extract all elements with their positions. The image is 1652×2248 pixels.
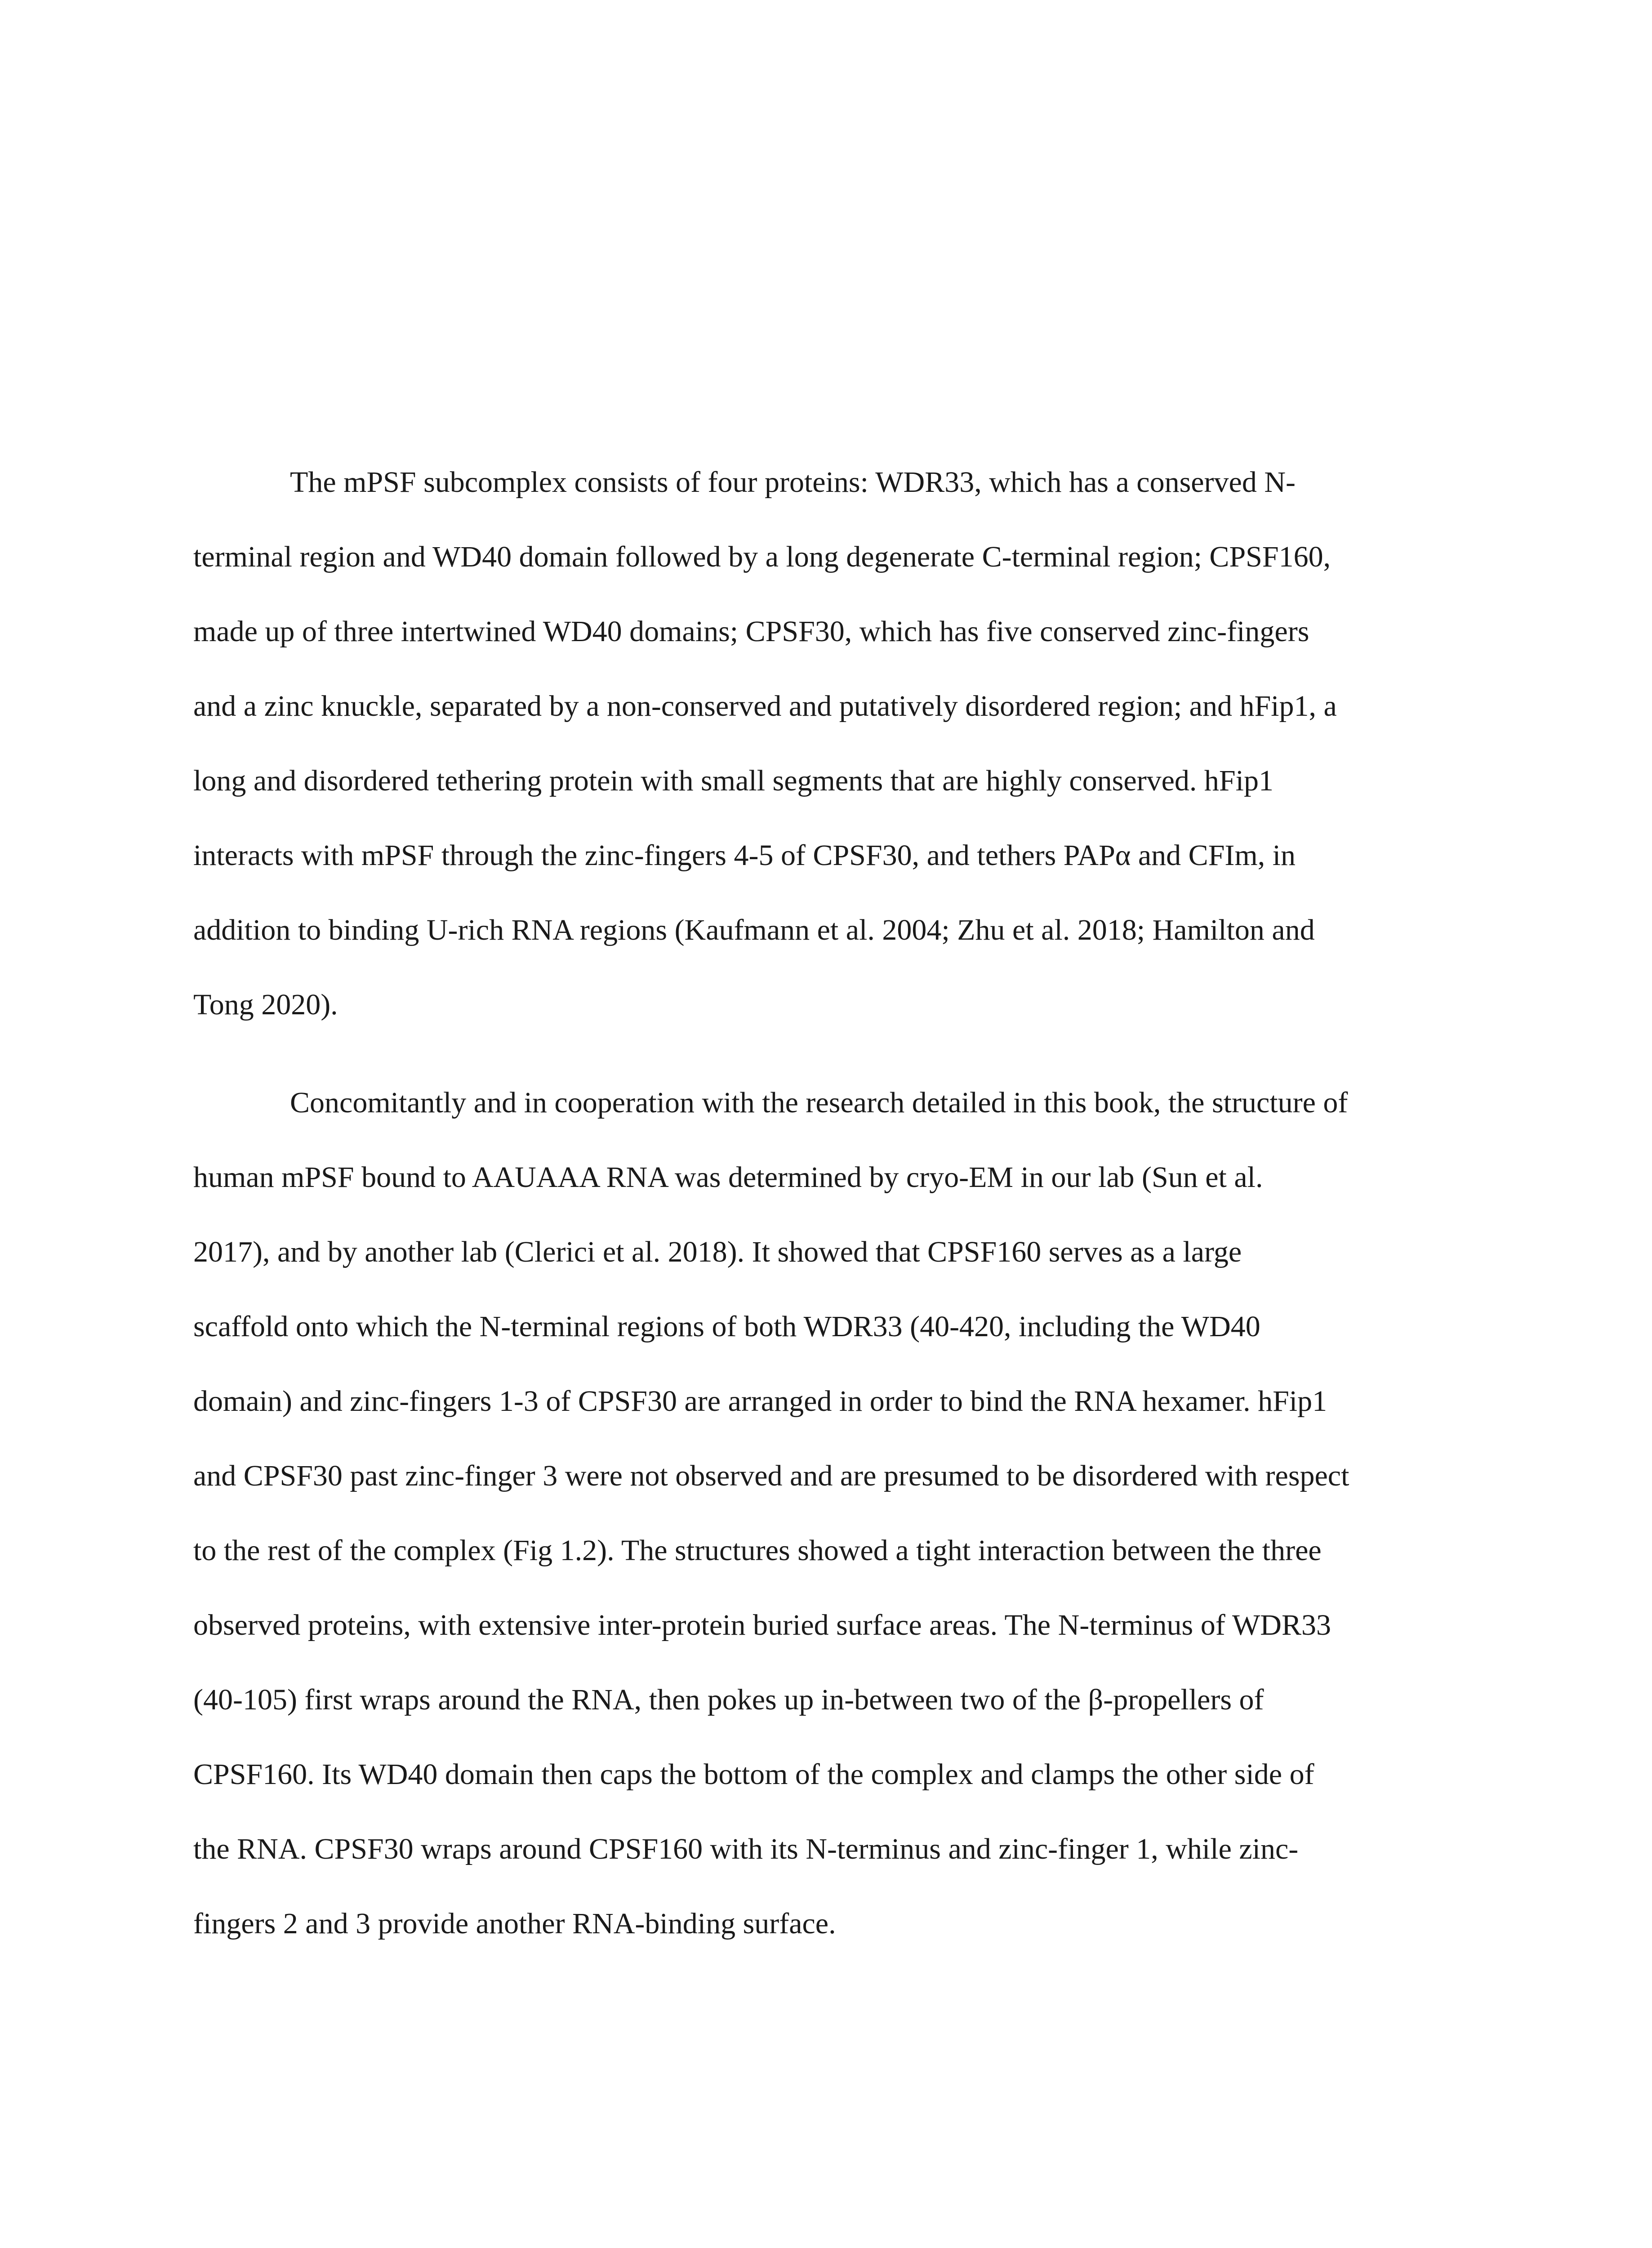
- text-line: long and disordered tethering protein with small segments that are highly conserved. hFip1: [193, 764, 1274, 797]
- text-line: scaffold onto which the N-terminal regions of both WDR33 (40-420, including the WD40: [193, 1310, 1260, 1343]
- paragraph-2: [193, 1066, 1454, 1961]
- text-line: terminal region and WD40 domain followed by a long degenerate C-terminal region; CPSF160,: [193, 540, 1331, 573]
- text-line: addition to binding U-rich RNA regions (Kaufmann et al. 2004; Zhu et al. 2018; Hamilton and: [193, 914, 1315, 946]
- body-text: [193, 445, 1454, 1961]
- text-line: (40-105) first wraps around the RNA, then pokes up in-between two of the β-propellers of: [193, 1683, 1264, 1716]
- text-line: human mPSF bound to AAUAAA RNA was determined by cryo-EM in our lab (Sun et al.: [193, 1161, 1263, 1194]
- text-line: made up of three intertwined WD40 domains; CPSF30, which has five conserved zinc-fingers: [193, 615, 1309, 648]
- text-line: and a zinc knuckle, separated by a non-conserved and putatively disordered region; and hFip1, a: [193, 690, 1337, 723]
- paragraph-spacer: [193, 1042, 1454, 1066]
- text-line: to the rest of the complex (Fig 1.2). The structures showed a tight interaction between the three: [193, 1534, 1322, 1567]
- text-line: and CPSF30 past zinc-finger 3 were not observed and are presumed to be disordered with respect: [193, 1459, 1349, 1492]
- text-line: fingers 2 and 3 provide another RNA-binding surface.: [193, 1907, 836, 1940]
- text-line: Tong 2020).: [193, 988, 338, 1021]
- text-line: 2017), and by another lab (Clerici et al. 2018). It showed that CPSF160 serves as a large: [193, 1236, 1242, 1268]
- text-line: Concomitantly and in cooperation with the research detailed in this book, the structure of: [290, 1086, 1348, 1119]
- text-line: CPSF160. Its WD40 domain then caps the bottom of the complex and clamps the other side of: [193, 1758, 1314, 1791]
- text-line: observed proteins, with extensive inter-protein buried surface areas. The N-terminus of WDR33: [193, 1609, 1331, 1641]
- text-line: the RNA. CPSF30 wraps around CPSF160 with its N-terminus and zinc-finger 1, while zinc-: [193, 1833, 1299, 1865]
- text-line: domain) and zinc-fingers 1-3 of CPSF30 are arranged in order to bind the RNA hexamer. hFip1: [193, 1385, 1327, 1418]
- text-line: interacts with mPSF through the zinc-fingers 4-5 of CPSF30, and tethers PAPα and CFIm, in: [193, 839, 1296, 872]
- text-line: The mPSF subcomplex consists of four proteins: WDR33, which has a conserved N-: [290, 466, 1296, 499]
- paragraph-1: [193, 445, 1454, 1042]
